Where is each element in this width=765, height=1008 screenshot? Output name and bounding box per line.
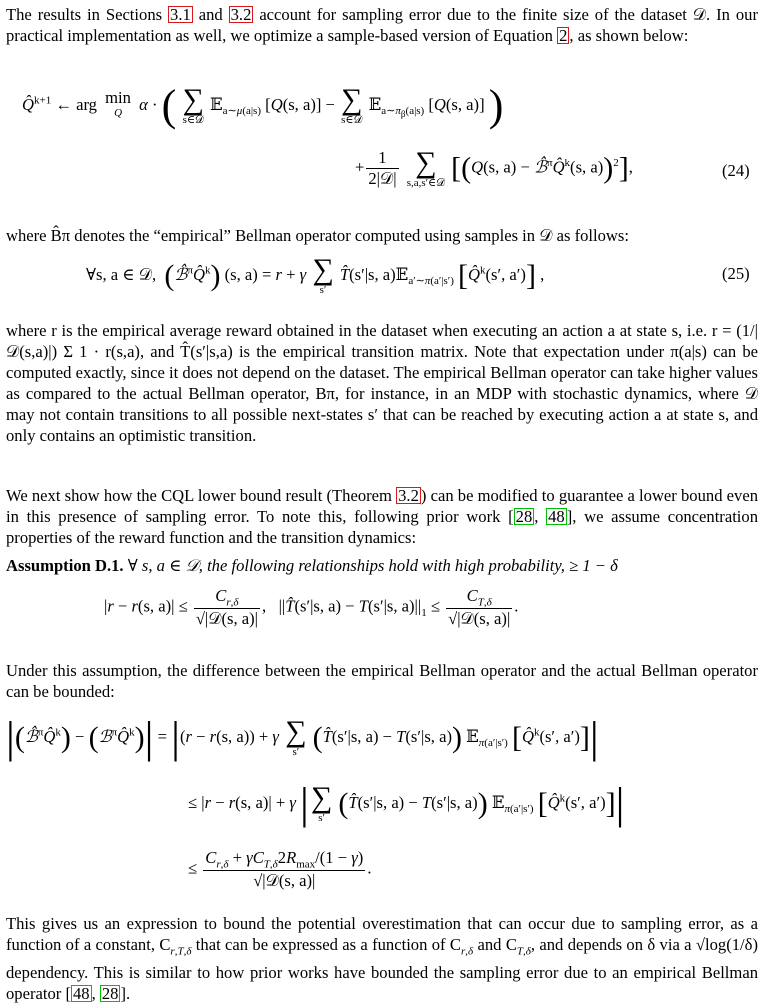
citation-28[interactable]: 28 [515, 507, 533, 526]
text-span: . [125, 984, 131, 1004]
text-span: account for sampling error due to the finite size of the dataset 𝒟. In our practical implementation as well, we optimize a sample-based version of Equation [6, 5, 758, 45]
theorem-ref-3-2[interactable]: 3.2 [398, 486, 419, 505]
paragraph-bound: Under this assumption, the difference between the empirical Bellman operator and the actual Bellman operator can be bounded: [6, 661, 758, 701]
text-span: and C [473, 935, 517, 954]
assumption-d1 [6, 555, 758, 576]
citation-28[interactable]: 28 [101, 984, 119, 1004]
text-span: , as shown below: [569, 26, 689, 45]
text-span: , and depends on δ via a √log(1/δ) dependency. This is similar to how prior works have bounded the sampling error due to an empirical Bellman operator [6, 935, 758, 1004]
section-ref-3-1[interactable]: 3.1 [170, 5, 191, 24]
text-span: , we assume concentration properties of the reward function and the transition dynamics: [6, 507, 759, 547]
equation-number-24: (24) [722, 161, 750, 180]
text-span: We next show how the CQL lower bound result (Theorem [6, 486, 397, 505]
assumption-inequalities: |r − r(s, a)| ≤ $\frac{C_{r,\delta}}{\text{√|𝒟(s, a)|}}$ , ||T̂(s′|s, a) − T(s′|s, $a)||_1$ ≤ $\frac{C_{T,\delta}}{\text{√|𝒟(s, a)|}}$ . [104, 586, 519, 629]
assumption-heading: Assumption D.1. [6, 556, 124, 575]
paragraph-conclusion: This gives us an expression to bound the potential overestimation that can occur due to sampling error, as a function of a constant, $C_{r,T,\delta}$ that can be expressed as a function of $C_{r,\delta}$ and $C_{T,\delta}$, and depends on δ via a √log(1/δ) dependency. This is similar to how prior works have bounded the sampling error due to an empirical Bellman operator [ 48 , 28 ]. [6, 914, 758, 1004]
equation-24-line2: + $\frac{1}{\text{2|𝒟|}}$ ∑ s,a,s′∈𝒟 [(Q(s, a) − ℬ̂$^\pi$Q̂$^k$(s, a))$^2$], [355, 145, 633, 189]
bound-line3: ≤ $\frac{C_{r,\delta} + \gamma C_{T,\delta}2R_{max}/(1 - \gamma)}{\text{√|𝒟(s, a)|}}$ . [188, 848, 372, 891]
text-span: The results in Sections [6, 5, 169, 24]
text-span: ) can be modified to guarantee a lower bound even in this presence of sampling error. To note this, following prior work [6, 486, 759, 526]
equation-24-line1: Q̂$^{k+1}$ ← arg min Q α · ( ∑ s∈𝒟 𝔼$_{a\sim\mu(a|s)}$ [Q(s, a)] − ∑ s∈𝒟 𝔼$_{a\sim\pi_\beta(a|s)}$ [Q(s, a)] ) [22, 81, 504, 130]
text-span: and [192, 5, 229, 24]
assumption-text: ∀ s, a ∈ 𝒟, the following relationships hold with high probability, ≥ 1 − δ [127, 556, 618, 575]
bound-line2: ≤ |r − r(s, a)| + γ | ∑ s′ (T̂(s′|s, a) − T(s′|s, a)) 𝔼$_{\pi(a'|s')}$ [Q̂$^k$(s′, a′)]| [188, 779, 625, 828]
equation-ref-2[interactable]: 2 [559, 26, 568, 45]
paragraph-empirical-reward: where r is the empirical average reward obtained in the dataset when executing an action a at state s, i.e. r = (1/|𝒟(s,a)|) Σ 1 · r(s,a), and T̂(s′|s,a) is the empirical transition matrix. Note that expectation under π(a|s) can be computed exactly, since it does not depend on the dataset. The empirical Bellman operator can take higher values as compared to the actual Bellman operator, Bπ, for instance, in an MDP with stochastic dynamics, where 𝒟 may not contain transitions to all possible next-states s′ that can be reached by executing action a at state s, and only contains an optimistic transition. [6, 321, 758, 445]
citation-48[interactable]: 48 [548, 507, 565, 526]
citation-48[interactable]: 48 [72, 984, 90, 1004]
paragraph-lower-bound: We next show how the CQL lower bound result (Theorem 3.2 ) can be modified to guarantee a lower bound even in this presence of sampling error. To note this, following prior work [ 28 , 48 ], we assume concentration properties of the reward function and the transition dynamics: [6, 486, 759, 547]
paragraph-intro [6, 4, 758, 46]
text-span: This gives us an expression to bound the potential overestimation that can occur due to sampling error, as a function of a constant, C [6, 914, 758, 954]
equation-number-25: (25) [722, 264, 750, 283]
paragraph-empirical-operator: where B̂π denotes the “empirical” Bellman operator computed using samples in 𝒟 as follows: [6, 226, 629, 245]
bound-line1: |(ℬ̂$^\pi$Q̂$^k$) − (ℬ$^\pi$Q̂$^k$)| = |(r − r(s, a)) + γ ∑ s′ (T̂(s′|s, a) − T(s′|s, a)) 𝔼$_{\pi(a'|s')}$ [Q̂$^k$(s′, a′)]| [6, 713, 599, 762]
equation-25: ∀s, a ∈ 𝒟, (ℬ̂$^\pi$Q̂$^k$) (s, a) = r + γ ∑ s′ T̂(s′|s, a)𝔼$_{a'\sim\pi(a'|s')}$ [Q̂$^k$(s′, a′)] , [86, 253, 545, 296]
text-span: that can be expressed as a function of C [191, 935, 461, 954]
section-ref-3-2[interactable]: 3.2 [230, 5, 252, 24]
